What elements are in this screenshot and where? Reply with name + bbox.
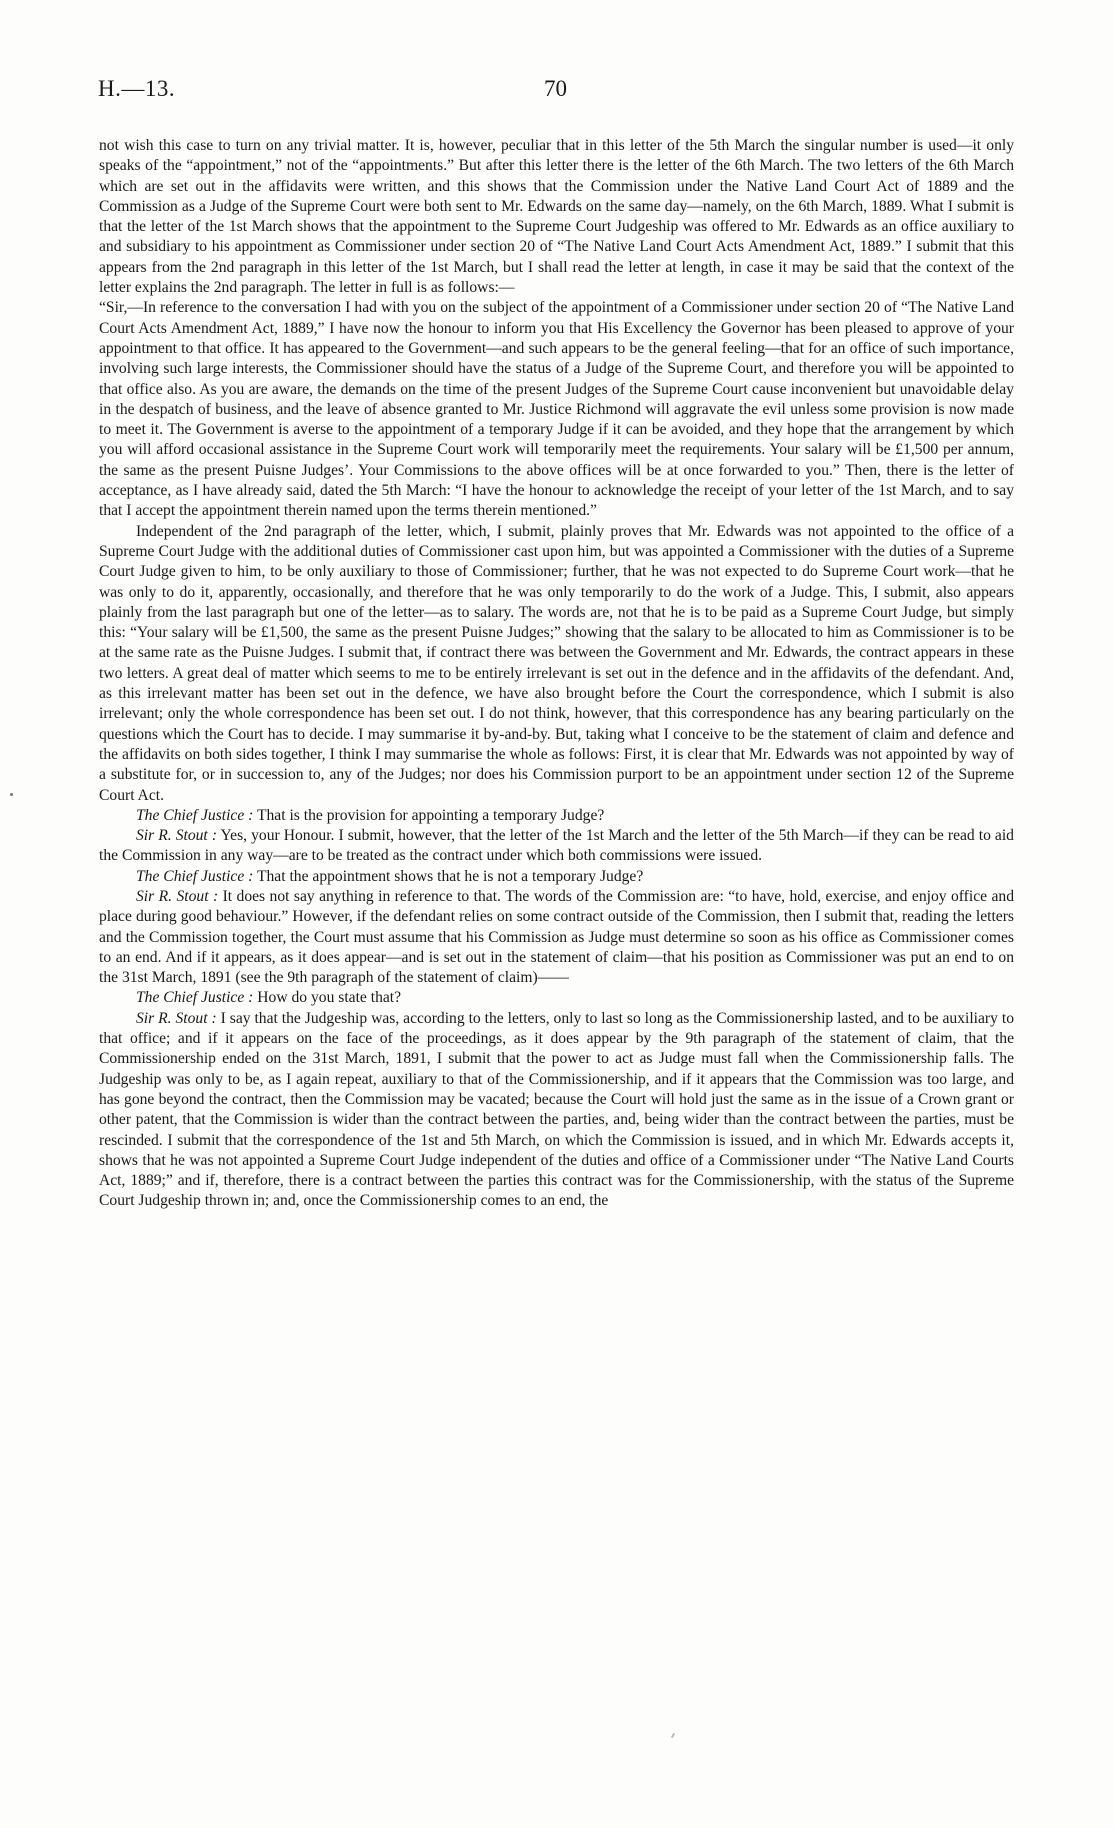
- paragraph-text: “Sir,—In reference to the conversation I had with you on the subject of the appointment of a Commissioner under section 20 of “The Native Land Court Acts Amendment Act, 1889,” I have now the honour to inform you that His Excellency the Governor has been pleased to approve of your appointment to that office. It has appeared to the Government—and such appears to be the general feeling—that for an office of such importance, involving such large interests, the Commissioner should have the status of a Judge of the Supreme Court, and therefore you will be appointed to that office also. As you are aware, the demands on the time of the present Judges of the Supreme Court cause inconvenient but unavoidable delay in the despatch of business, and the leave of absence granted to Mr. Justice Richmond will aggravate the evil unless some provision is now made to meet it. The Government is averse to the appointment of a temporary Judge if it can be avoided, and they hope that the arrangement by which you will afford occasional assistance in the Supreme Court work will temporarily meet the requirements. Your salary will be £1,500 per annum, the same as the present Puisne Judges’. Your Commissions to the above offices will be at once forwarded to you.” Then, there is the letter of acceptance, as I have already said, dated the 5th March: “I have the honour to acknowledge the receipt of your letter of the 1st March, and to say that I accept the appointment therein named upon the terms therein mentioned.”: [99, 299, 1014, 520]
- paragraph: [99, 867, 1014, 887]
- speaker-name: Sir R. Stout :: [136, 1009, 217, 1027]
- speaker-name: The Chief Justice :: [136, 989, 254, 1007]
- body-text: [99, 136, 1014, 1212]
- paragraph: [99, 988, 1014, 1008]
- speaker-name: The Chief Justice :: [136, 867, 254, 885]
- paragraph-text: That the appointment shows that he is not a temporary Judge?: [256, 867, 644, 885]
- paragraph: [99, 806, 1014, 826]
- paragraph-text: It does not say anything in reference to that. The words of the Commission are: “to have, hold, exercise, and enjoy office and place during good behaviour.” However, if the defendant relies on some contract outside of the Commission, then I submit that, reading the letters and the Commission together, the Court must assume that his Commission as Judge must determine so soon as his office as Commissioner comes to an end. And if it appears, as it does appear—and is set out in the statement of claim—that his position as Commissioner was put an end to on the 31st March, 1891 (see the 9th paragraph of the statement of claim)——: [99, 887, 1014, 987]
- paragraph-text: not wish this case to turn on any trivial matter. It is, however, peculiar that in this letter of the 5th March the singular number is used—it only speaks of the “appointment,” not of the “appointments.” But after this letter there is the letter of the 6th March. The two letters of the 6th March which are set out in the affidavits were written, and this shows that the Commission under the Native Land Court Act of 1889 and the Commission as a Judge of the Supreme Court were both sent to Mr. Edwards on the same day—namely, on the 6th March, 1889. What I submit is that the letter of the 1st March shows that the appointment to the Supreme Court Judgeship was offered to Mr. Edwards as an office auxiliary to and subsidiary to his appointment as Commissioner under section 20 of “The Native Land Court Acts Amendment Act, 1889.” I submit that this appears from the 2nd paragraph in this letter of the 1st March, but I shall read the letter at length, in case it may be said that the context of the letter explains the 2nd paragraph. The letter in full is as follows:—: [99, 137, 1014, 297]
- paragraph-text: How do you state that?: [257, 989, 402, 1007]
- page-number: 70: [544, 76, 567, 101]
- speaker-name: Sir R. Stout :: [136, 827, 218, 845]
- speaker-name: Sir R. Stout :: [136, 887, 219, 905]
- document-reference: H.—13.: [98, 76, 176, 101]
- paragraph: [99, 887, 1014, 988]
- paragraph: [99, 298, 1014, 521]
- paragraph: [99, 1009, 1014, 1212]
- margin-speck: [10, 793, 13, 796]
- paragraph-text: I say that the Judgeship was, according to the letters, only to last so long as the Commissionership lasted, and to be auxiliary to that office; and if it appears on the face of the proceedings, as it does appear by the 9th paragraph of the statement of claim, that the Commissionership ended on the 31st March, 1891, I submit that the power to act as Judge must fall when the Commissionership falls. The Judgeship was only to be, as I again repeat, auxiliary to that of the Commissionership, and if it appears that the Commission was too large, and has gone beyond the contract, then the Commission may be vacated; because the Court will hold just the same as in the issue of a Crown grant or other patent, that the Commission is wider than the contract between the parties, and, being wider than the contract between the parties, must be rescinded. I submit that the correspondence of the 1st and 5th March, on which the Commission is issued, and in which Mr. Edwards accepts it, shows that he was not appointed a Supreme Court Judge independent of the duties and office of a Commissioner under “The Native Land Courts Act, 1889;” and if, therefore, there is a contract between the parties this contract was for the Commissionership, with the status of the Supreme Court Judgeship thrown in; and, once the Commissionership comes to an end, the: [99, 1009, 1014, 1210]
- paper-speck: [671, 1733, 675, 1738]
- paragraph: [99, 136, 1014, 298]
- page-header: [98, 76, 1014, 108]
- paragraph-text: That is the provision for appointing a temporary Judge?: [256, 806, 605, 824]
- paragraph-text: Independent of the 2nd paragraph of the letter, which, I submit, plainly proves that Mr. Edwards was not appointed to the office of a Supreme Court Judge with the additional duties of Commissioner cast upon him, but was appointed a Commissioner with the duties of a Supreme Court Judge given to him, to be only auxiliary to those of Commissioner; further, that he was not expected to do Supreme Court work—that he was only to do it, apparently, occasionally, and therefore that he was only temporarily to do the work of a Judge. This, I submit, also appears plainly from the last paragraph but one of the letter—as to salary. The words are, not that he is to be paid as a Supreme Court Judge, but simply this: “Your salary will be £1,500, the same as the present Puisne Judges;” showing that the salary to be allocated to him as Commissioner is to be at the same rate as the Puisne Judges. I submit that, if contract there was between the Government and Mr. Edwards, the contract appears in these two letters. A great deal of matter which seems to me to be entirely irrelevant is set out in the defence and in the affidavits of the defendant. And, as this irrelevant matter has been set out in the defence, we have also brought before the Court the correspondence, which I submit is also irrelevant; only the whole correspondence has been set out. I do not think, however, that this correspondence has any bearing particularly on the questions which the Court has to decide. I may summarise it by-and-by. But, taking what I conceive to be the statement of claim and defence and the affidavits on both sides together, I think I may summarise the whole as follows: First, it is clear that Mr. Edwards was not appointed by way of a substitute for, or in succession to, any of the Judges; nor does his Commission purport to be an appointment under section 12 of the Supreme Court Act.: [99, 522, 1014, 804]
- paragraph-text: Yes, your Honour. I submit, however, that the letter of the 1st March and the letter of the 5th March—if they can be read to aid the Commission in any way—are to be treated as the contract under which both commissions were issued.: [99, 827, 1014, 865]
- paragraph: [99, 826, 1014, 867]
- speaker-name: The Chief Justice :: [136, 806, 254, 824]
- paragraph: [99, 522, 1014, 806]
